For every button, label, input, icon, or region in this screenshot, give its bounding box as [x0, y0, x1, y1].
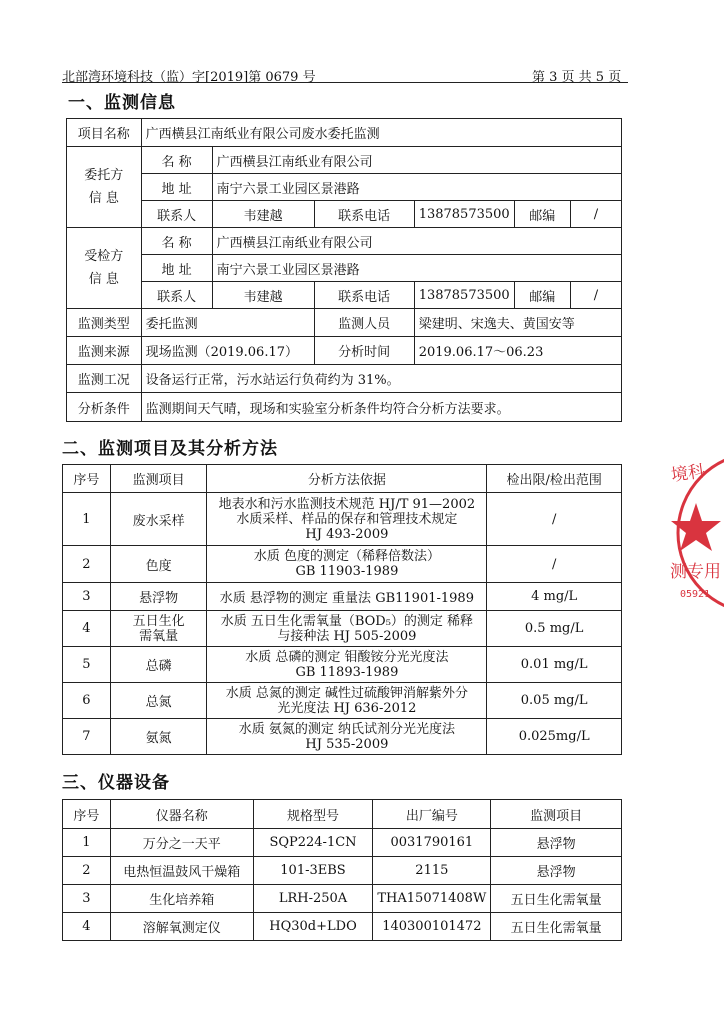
equip-model: 101-3EBS: [253, 857, 373, 885]
equip-model: LRH-250A: [253, 885, 373, 913]
inspected-label: 受检方 信 息: [67, 228, 142, 309]
row-method: 水质 悬浮物的测定 重量法 GB11901-1989: [207, 583, 487, 611]
source-value: 现场监测（2019.06.17）: [141, 337, 314, 365]
inspected-zip-label: 邮编: [514, 282, 570, 309]
method-header-no: 序号: [63, 465, 111, 493]
equip-serial: 0031790161: [373, 829, 491, 857]
row-no: 2: [63, 546, 111, 583]
table-row: [63, 647, 622, 683]
seal-stamp: [666, 445, 724, 620]
row-item: 氨氮: [110, 719, 207, 755]
row-item: 色度: [110, 546, 207, 583]
row-method: 水质 总氮的测定 碱性过硫酸钾消解紫外分 光光度法 HJ 636-2012: [207, 683, 487, 719]
condition-value: 设备运行正常，污水站运行负荷约为 31%。: [141, 365, 621, 393]
inspected-phone-label: 联系电话: [314, 282, 414, 309]
row-item: 五日生化 需氧量: [110, 611, 207, 647]
equip-no: 1: [63, 829, 111, 857]
equip-header-name: 仪器名称: [110, 800, 253, 829]
row-limit: 0.01 mg/L: [487, 647, 622, 683]
equip-name: 万分之一天平: [110, 829, 253, 857]
row-no: 6: [63, 683, 111, 719]
client-label: 委托方 信 息: [67, 147, 142, 228]
table-row: [63, 611, 622, 647]
row-no: 3: [63, 583, 111, 611]
equip-name: 生化培养箱: [110, 885, 253, 913]
equip-model: SQP224-1CN: [253, 829, 373, 857]
equip-header-model: 规格型号: [253, 800, 373, 829]
table-row: [63, 885, 622, 913]
equip-item: 悬浮物: [491, 857, 622, 885]
equip-item: 五日生化需氧量: [491, 885, 622, 913]
row-no: 1: [63, 493, 111, 546]
equip-no: 3: [63, 885, 111, 913]
equip-name: 电热恒温鼓风干燥箱: [110, 857, 253, 885]
equip-header-no: 序号: [63, 800, 111, 829]
equip-serial: 140300101472: [373, 913, 491, 941]
project-label: 项目名称: [67, 119, 142, 147]
analysis-time-value: 2019.06.17～06.23: [414, 337, 621, 365]
document-number: 北部湾环境科技（监）字[2019]第 0679 号: [62, 70, 316, 85]
inspected-phone: 13878573500: [414, 282, 514, 309]
analysis-condition-value: 监测期间天气晴，现场和实验室分析条件均符合分析方法要求。: [141, 393, 621, 422]
row-method: 水质 氨氮的测定 纳氏试剂分光光度法 HJ 535-2009: [207, 719, 487, 755]
client-zip-label: 邮编: [514, 201, 570, 228]
analysis-condition-label: 分析条件: [67, 393, 142, 422]
table-row: [63, 546, 622, 583]
inspected-addr: 南宁六景工业园区景港路: [212, 255, 621, 282]
table-row: [63, 829, 622, 857]
table-row: [63, 719, 622, 755]
section2-title: 二、监测项目及其分析方法: [62, 439, 278, 459]
staff-label: 监测人员: [314, 309, 414, 337]
client-zip: /: [570, 201, 621, 228]
row-method: 地表水和污水监测技术规范 HJ/T 91—2002 水质采样、样品的保存和管理技术规定 HJ 493-2009: [207, 493, 487, 546]
analysis-time-label: 分析时间: [314, 337, 414, 365]
client-contact: 韦建越: [212, 201, 314, 228]
equip-item: 五日生化需氧量: [491, 913, 622, 941]
section1-title: 一、监测信息: [68, 93, 176, 113]
table-row: [63, 683, 622, 719]
table-row: [63, 583, 622, 611]
client-phone: 13878573500: [414, 201, 514, 228]
equip-name: 溶解氧测定仪: [110, 913, 253, 941]
inspected-name: 广西横县江南纸业有限公司: [212, 228, 621, 255]
client-name: 广西横县江南纸业有限公司: [212, 147, 621, 174]
inspected-addr-label: 地 址: [141, 255, 212, 282]
monitoring-info-table: [66, 118, 622, 422]
type-label: 监测类型: [67, 309, 142, 337]
inspected-contact: 韦建越: [212, 282, 314, 309]
row-no: 7: [63, 719, 111, 755]
row-item: 总磷: [110, 647, 207, 683]
equip-no: 2: [63, 857, 111, 885]
staff-value: 梁建明、宋逸夫、黄国安等: [414, 309, 621, 337]
row-item: 悬浮物: [110, 583, 207, 611]
equip-header-serial: 出厂编号: [373, 800, 491, 829]
page-number: 第 3 页 共 5 页: [532, 70, 622, 85]
source-label: 监测来源: [67, 337, 142, 365]
method-header-basis: 分析方法依据: [207, 465, 487, 493]
method-header-item: 监测项目: [110, 465, 207, 493]
client-name-label: 名 称: [141, 147, 212, 174]
seal-text-number: 05921: [680, 589, 711, 600]
method-header-limit: 检出限/检出范围: [487, 465, 622, 493]
row-method: 水质 色度的测定（稀释倍数法） GB 11903-1989: [207, 546, 487, 583]
equip-no: 4: [63, 913, 111, 941]
row-limit: /: [487, 546, 622, 583]
section3-title: 三、仪器设备: [62, 773, 170, 793]
type-value: 委托监测: [141, 309, 314, 337]
row-item: 总氮: [110, 683, 207, 719]
inspected-name-label: 名 称: [141, 228, 212, 255]
inspected-contact-label: 联系人: [141, 282, 212, 309]
row-limit: 0.05 mg/L: [487, 683, 622, 719]
row-method: 水质 总磷的测定 钼酸铵分光光度法 GB 11893-1989: [207, 647, 487, 683]
client-phone-label: 联系电话: [314, 201, 414, 228]
seal-text-middle: 测专用: [670, 562, 721, 582]
inspected-zip: /: [570, 282, 621, 309]
client-addr: 南宁六景工业园区景港路: [212, 174, 621, 201]
method-table: [62, 464, 622, 755]
seal-graphic: [666, 445, 724, 620]
row-item: 废水采样: [110, 493, 207, 546]
condition-label: 监测工况: [67, 365, 142, 393]
equipment-table: [62, 799, 622, 941]
row-limit: 4 mg/L: [487, 583, 622, 611]
client-addr-label: 地 址: [141, 174, 212, 201]
row-no: 5: [63, 647, 111, 683]
row-no: 4: [63, 611, 111, 647]
equip-serial: 2115: [373, 857, 491, 885]
row-limit: /: [487, 493, 622, 546]
equip-header-item: 监测项目: [491, 800, 622, 829]
equip-model: HQ30d+LDO: [253, 913, 373, 941]
row-method: 水质 五日生化需氧量（BOD₅）的测定 稀释 与接种法 HJ 505-2009: [207, 611, 487, 647]
seal-text-top: 境科: [669, 461, 707, 486]
client-contact-label: 联系人: [141, 201, 212, 228]
table-row: [63, 857, 622, 885]
table-row: [63, 913, 622, 941]
project-value: 广西横县江南纸业有限公司废水委托监测: [141, 119, 621, 147]
equip-serial: THA15071408W: [373, 885, 491, 913]
row-limit: 0.025mg/L: [487, 719, 622, 755]
row-limit: 0.5 mg/L: [487, 611, 622, 647]
header-divider: [62, 82, 628, 83]
table-row: [63, 493, 622, 546]
equip-item: 悬浮物: [491, 829, 622, 857]
